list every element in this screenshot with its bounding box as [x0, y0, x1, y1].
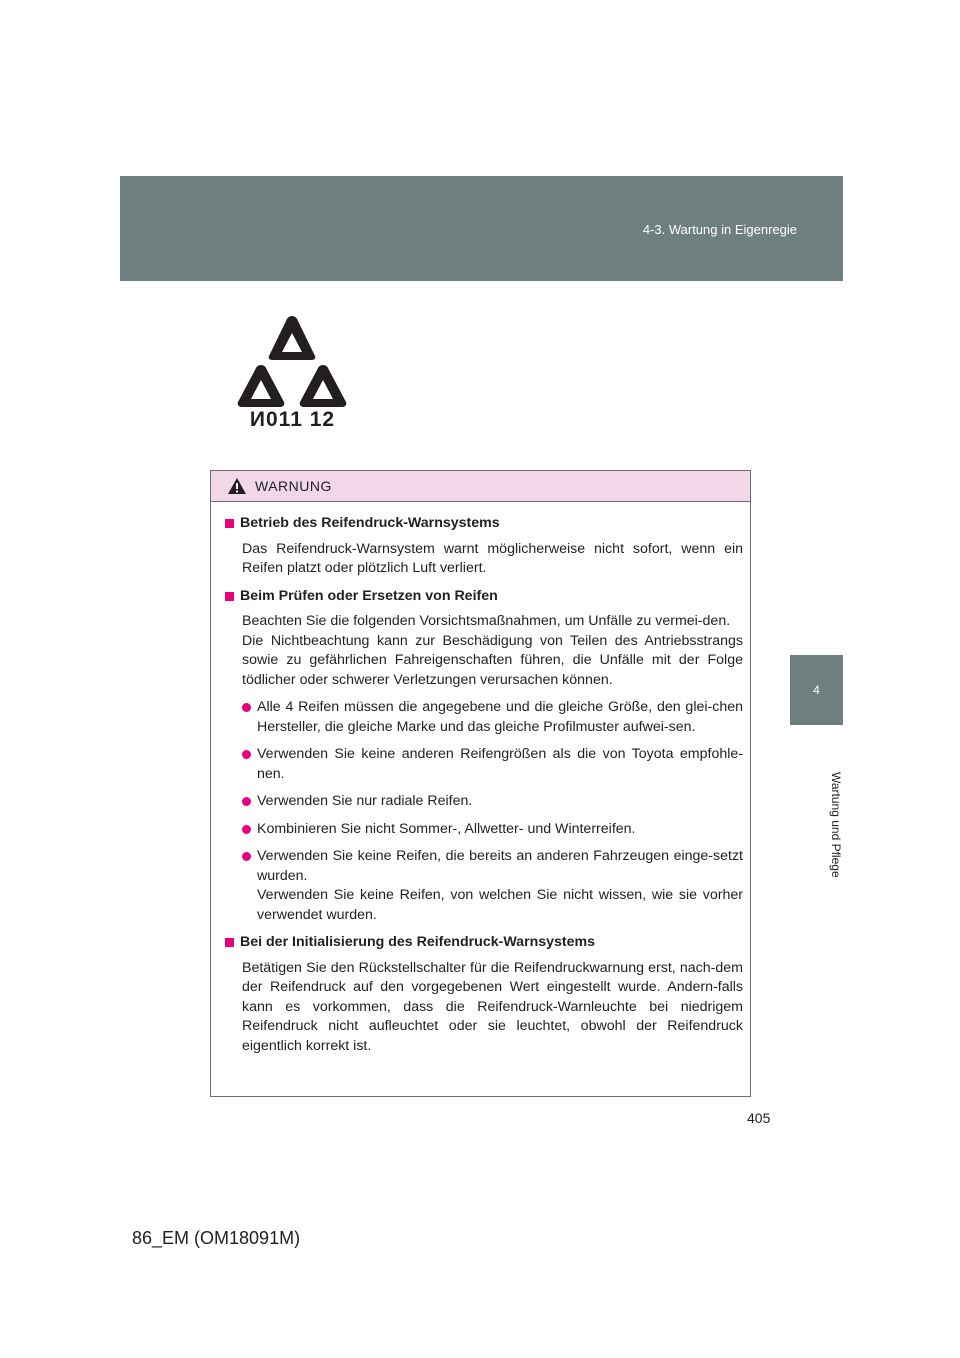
round-bullet-icon — [242, 797, 251, 806]
list-item-text — [257, 847, 743, 925]
list-item — [242, 847, 743, 925]
list-item-text: Verwenden Sie keine anderen Reifengrößen als die von Toyota empfohle-nen. — [257, 746, 743, 782]
section-heading-text: Betrieb des Reifendruck-Warnsystems — [240, 515, 500, 531]
section-heading — [223, 933, 743, 953]
page-number: 405 — [747, 1110, 771, 1126]
warning-box — [210, 470, 751, 1097]
list-item-text: Verwenden Sie nur radiale Reifen. — [257, 793, 473, 809]
square-bullet-icon — [225, 938, 234, 947]
tire-mark-illustration — [235, 312, 350, 437]
round-bullet-icon — [242, 825, 251, 834]
list-item — [242, 745, 743, 784]
square-bullet-icon — [225, 519, 234, 528]
list-item — [242, 792, 743, 812]
section-paragraph: Beachten Sie die folgenden Vorsichtsmaßnahmen, um Unfälle zu vermei-den. — [242, 613, 731, 629]
chapter-tab — [790, 655, 843, 725]
section-heading-text: Beim Prüfen oder Ersetzen von Reifen — [240, 587, 498, 604]
section-heading — [223, 587, 743, 607]
chapter-title — [790, 735, 843, 915]
list-item-text: Kombinieren Sie nicht Sommer-, Allwetter- und Winterreifen. — [257, 820, 636, 837]
warning-title: WARNUNG — [255, 478, 332, 494]
tire-mark-code: И011 12 — [249, 408, 336, 431]
list-item-text: Alle 4 Reifen müssen die angegebene und die gleiche Größe, den glei-chen Hersteller, die gleiche Marke und das gleiche Profilmuster aufwei-sen. — [257, 699, 743, 735]
warning-triangle-icon — [227, 477, 247, 495]
list-item-line: Verwenden Sie keine Reifen, die bereits an anderen Fahrzeugen einge-setzt wurden. — [257, 848, 743, 884]
warning-header — [211, 471, 750, 502]
section-paragraph: Das Reifendruck-Warnsystem warnt möglicherweise nicht sofort, wenn ein Reifen platzt oder plötzlich Luft verliert. — [242, 540, 743, 576]
round-bullet-icon — [242, 703, 251, 712]
section-paragraph: Betätigen Sie den Rückstellschalter für die Reifendruckwarnung erst, nach-dem der Reifendruck auf den vorgegebenen Wert eingestellt wurde. Andern-falls kann es vorkommen, dass die Reifendruck-Warnleuchte bei niedrigem Reifendruck nicht aufleuchtet oder sie leuchtet, obwohl der Reifendruck eigentlich korrekt ist. — [242, 959, 743, 1054]
chapter-number: 4 — [813, 683, 820, 697]
tire-mark-triangles-icon — [235, 312, 350, 408]
round-bullet-icon — [242, 750, 251, 759]
section-title: 4-3. Wartung in Eigenregie — [642, 222, 797, 237]
document-code: 86_EM (OM18091M) — [132, 1228, 301, 1248]
section-heading — [223, 514, 743, 534]
list-item — [242, 820, 743, 840]
round-bullet-icon — [242, 852, 251, 861]
section-paragraph: Die Nichtbeachtung kann zur Beschädigung von Teilen des Antriebsstrangs sowie zu gefährlichen Fahreigenschaften führen, die Unfälle mit der Folge tödlicher oder schwerer Verletzungen verursachen können. — [242, 632, 743, 688]
section-heading-text: Bei der Initialisierung des Reifendruck-Warnsystems — [240, 934, 596, 950]
chapter-title-text: Wartung und Pflege — [829, 772, 843, 878]
list-item — [242, 698, 743, 737]
square-bullet-icon — [225, 592, 234, 601]
header-band — [120, 176, 843, 281]
list-item-line: Verwenden Sie keine Reifen, von welchen Sie nicht wissen, wie sie vorher verwendet wurden. — [257, 887, 743, 923]
warning-body — [211, 502, 750, 1056]
